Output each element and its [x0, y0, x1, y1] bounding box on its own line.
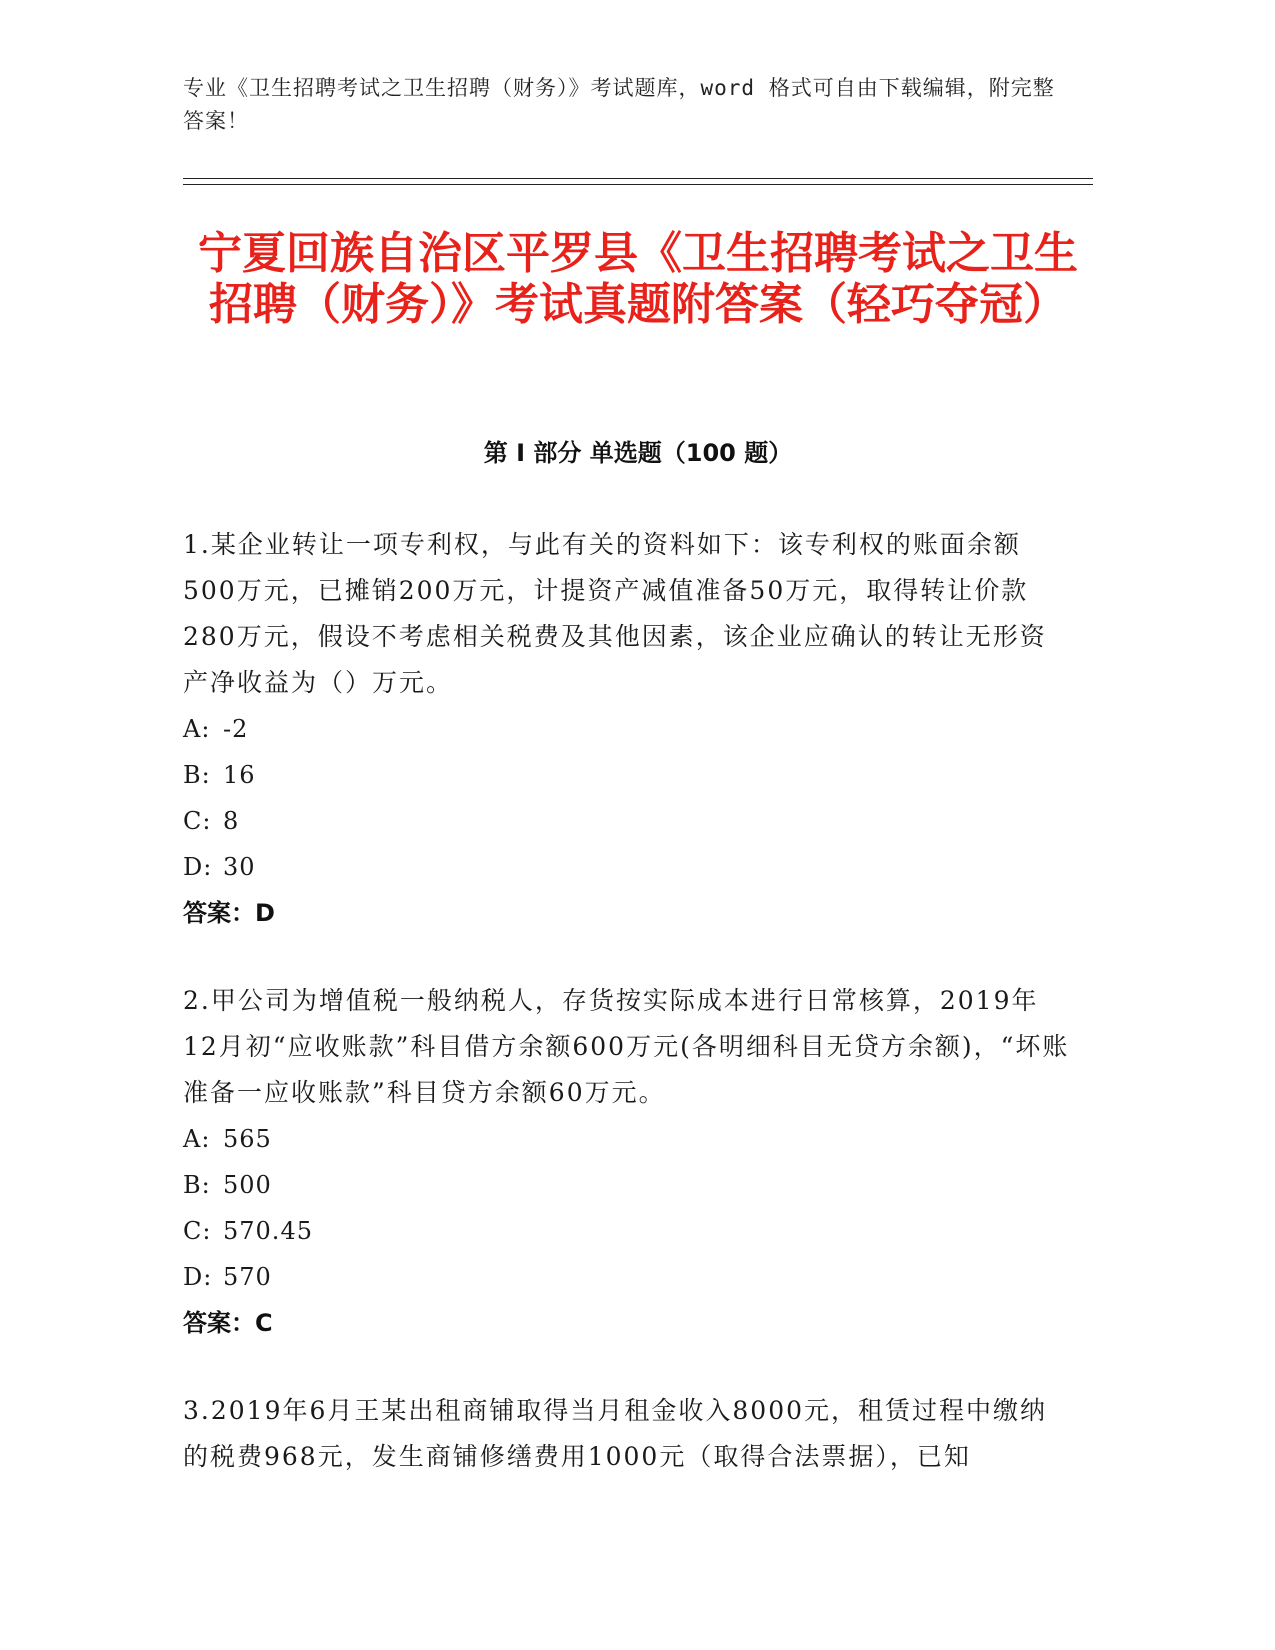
question-1	[183, 522, 1073, 936]
question-stem: 1.某企业转让一项专利权，与此有关的资料如下：该专利权的账面余额500万元，已摊销200万元，计提资产减值准备50万元，取得转让价款280万元，假设不考虑相关税费及其他因素，该企业应确认的转让无形资产净收益为（）万元。	[183, 530, 1047, 697]
question-3	[183, 1388, 1073, 1480]
option-text: 570	[223, 1263, 272, 1291]
question-stem: 3.2019年6月王某出租商铺取得当月租金收入8000元，租赁过程中缴纳的税费968元，发生商铺修缮费用1000元（取得合法票据），已知	[183, 1396, 1048, 1471]
header-note: 专业《卫生招聘考试之卫生招聘（财务）》考试题库，word 格式可自由下载编辑，附完整答案！	[183, 76, 1055, 133]
answer: 答案：C	[183, 1309, 273, 1337]
header-divider-bottom	[183, 184, 1093, 185]
question-list	[183, 522, 1073, 1522]
header-divider-top	[183, 178, 1093, 179]
question-stem: 2.甲公司为增值税一般纳税人，存货按实际成本进行日常核算，2019年12月初“应收账款”科目借方余额600万元(各明细科目无贷方余额)，“坏账准备一应收账款”科目贷方余额60万元。	[183, 986, 1070, 1107]
option-text: 16	[223, 761, 256, 789]
option-b	[183, 1162, 1073, 1208]
option-letter: D:	[183, 853, 213, 881]
option-letter: B:	[183, 1171, 211, 1199]
option-text: 565	[223, 1125, 272, 1153]
option-letter: D:	[183, 1263, 213, 1291]
option-a	[183, 706, 1073, 752]
option-d	[183, 1254, 1073, 1300]
answer: 答案：D	[183, 899, 275, 927]
option-text: 500	[223, 1171, 272, 1199]
option-letter: A:	[183, 1125, 211, 1153]
option-c	[183, 1208, 1073, 1254]
option-letter: C:	[183, 1217, 212, 1245]
question-2	[183, 978, 1073, 1346]
option-c	[183, 798, 1073, 844]
option-d	[183, 844, 1073, 890]
option-text: 8	[223, 807, 240, 835]
option-a	[183, 1116, 1073, 1162]
option-letter: A:	[183, 715, 211, 743]
option-text: 30	[223, 853, 256, 881]
option-letter: C:	[183, 807, 212, 835]
option-b	[183, 752, 1073, 798]
document-title: 宁夏回族自治区平罗县《卫生招聘考试之卫生招聘（财务）》考试真题附答案（轻巧夺冠）	[198, 228, 1078, 330]
option-text: -2	[223, 715, 249, 743]
option-letter: B:	[183, 761, 211, 789]
option-text: 570.45	[223, 1217, 313, 1245]
section-title: 第 I 部分 单选题（100 题）	[483, 439, 793, 467]
